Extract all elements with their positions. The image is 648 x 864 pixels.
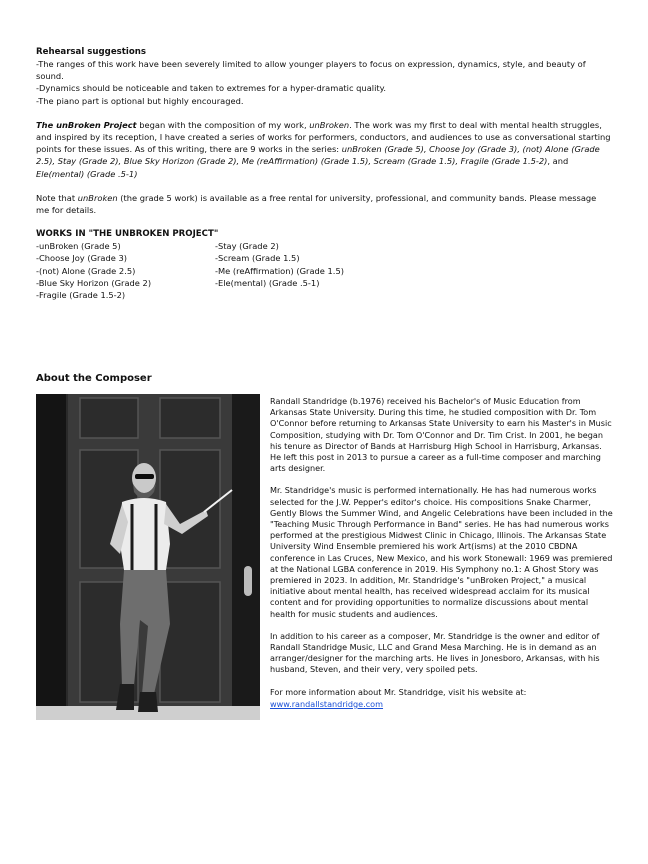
list-item: -Fragile (Grade 1.5-2) xyxy=(36,290,126,301)
project-and: , and xyxy=(547,156,569,167)
list-item: -(not) Alone (Grade 2.5) xyxy=(36,265,136,276)
note-prefix: Note that xyxy=(36,192,78,203)
composer-bio xyxy=(270,396,615,710)
project-paragraph xyxy=(36,119,612,180)
list-item: -Ele(mental) (Grade .5-1) xyxy=(215,277,320,288)
rehearsal-line: -The ranges of this work have been severely limited to allow younger players to focus on expression, dynamics, style, and beauty of xyxy=(36,59,586,69)
note-paragraph xyxy=(36,192,612,216)
rehearsal-line: -Dynamics should be noticeable and taken to extremes for a hyper-dramatic quality. xyxy=(36,83,386,94)
rehearsal-line: sound. xyxy=(36,71,64,82)
note-work: unBroken xyxy=(77,192,118,203)
rehearsal-heading: Rehearsal suggestions xyxy=(36,47,146,57)
list-item: -Me (reAffirmation) (Grade 1.5) xyxy=(215,265,344,276)
project-name: The unBroken Project xyxy=(36,119,137,130)
bio-paragraph: Randall Standridge (b.1976) received his Bachelor's of Music Education from Arkansas State University. During this time, he studied composition with Dr. Tom O'Connor before returning to Arkansas State University to earn his Master's in Music Composition, studying with Dr. Tom O'Connor and Dr. Tim Crist. In 2001, he began his tenure as Director of Bands at Harrisburg High School in Harrisburg, Arkansas. He left this post in 2013 to pursue a career as a full-time composer and marching arts designer. xyxy=(270,396,612,474)
list-item: -Scream (Grade 1.5) xyxy=(215,253,300,264)
website-link[interactable]: www.randallstandridge.com xyxy=(270,698,384,709)
bio-paragraph: Mr. Standridge's music is performed internationally. He has had numerous works selected for the J.W. Pepper's editor's choice. His compositions Snake Charmer, Gently Blows the Summer Wind, and Angelic Celebrations have been included in the "Teaching Music Through Performance in Band" series. He has had numerous works performed at the prestigious Midwest Clinic in Chicago, Illinois. The Arkansas State University Wind Ensemble premiered his work Art(isms) at the 2010 CBDNA conference in Las Cruces, New Mexico, and his work Stonewall: 1969 was premiered at the National LGBA conference in 2019. His Symphony no.1: A Ghost Story was premiered in 2023. In addition, Mr. Standridge's "unBroken Project," a musical initiative about mental health, has received widespread acclaim for its musical content and for providing opportunities to normalize discussions about mental health for music students and audiences. xyxy=(270,485,613,619)
note-text: (the grade 5 work) is available as a free rental for university, professional, and community bands. Please message me for details. xyxy=(36,192,597,216)
project-last-item: Ele(mental) (Grade .5-1) xyxy=(36,168,138,179)
list-item: -Blue Sky Horizon (Grade 2) xyxy=(36,277,152,288)
page-content xyxy=(36,46,612,301)
list-item: -Choose Joy (Grade 3) xyxy=(36,253,128,264)
list-item: -Stay (Grade 2) xyxy=(215,241,279,252)
works-column-1 xyxy=(36,240,215,301)
project-series-list: unBroken (Grade 5), Choose Joy (Grade 3), (not) Alone (Grade 2.5), Stay (Grade 2), Blue Sky Horizon (Grade 2), Me (reAffirmation) (Grade 1.5), Scream (Grade 1.5), Fragile (Grade 1.5-2) xyxy=(36,144,600,167)
project-intro: began with the composition of my work, xyxy=(136,119,310,130)
composer-photo xyxy=(36,394,260,720)
list-item: -unBroken (Grade 5) xyxy=(36,241,121,252)
about-heading: About the Composer xyxy=(36,373,152,384)
works-list xyxy=(36,240,612,301)
works-column-2 xyxy=(215,240,415,301)
more-info-text: For more information about Mr. Standridge, visit his website at: xyxy=(270,686,527,697)
rehearsal-line: -The piano part is optional but highly encouraged. xyxy=(36,95,244,106)
works-heading: WORKS IN "THE UNBROKEN PROJECT" xyxy=(36,229,219,240)
project-body: . The work was my first to deal with mental health struggles, and inspired by its reception, I have created a series of works for performers, conductors, and audiences to use as conversational starting points for these issues. As of this writing, there are 9 works in the series: xyxy=(36,119,611,155)
project-work-title: unBroken xyxy=(309,119,350,130)
bio-paragraph: In addition to his career as a composer, Mr. Standridge is the owner and editor of Randall Standridge Music, LLC and Grand Mesa Marching. He is in demand as an arranger/designer for the marching arts. He lives in Jonesboro, Arkansas, with his husband, Steven, and their very, very spoiled pets. xyxy=(270,630,600,675)
